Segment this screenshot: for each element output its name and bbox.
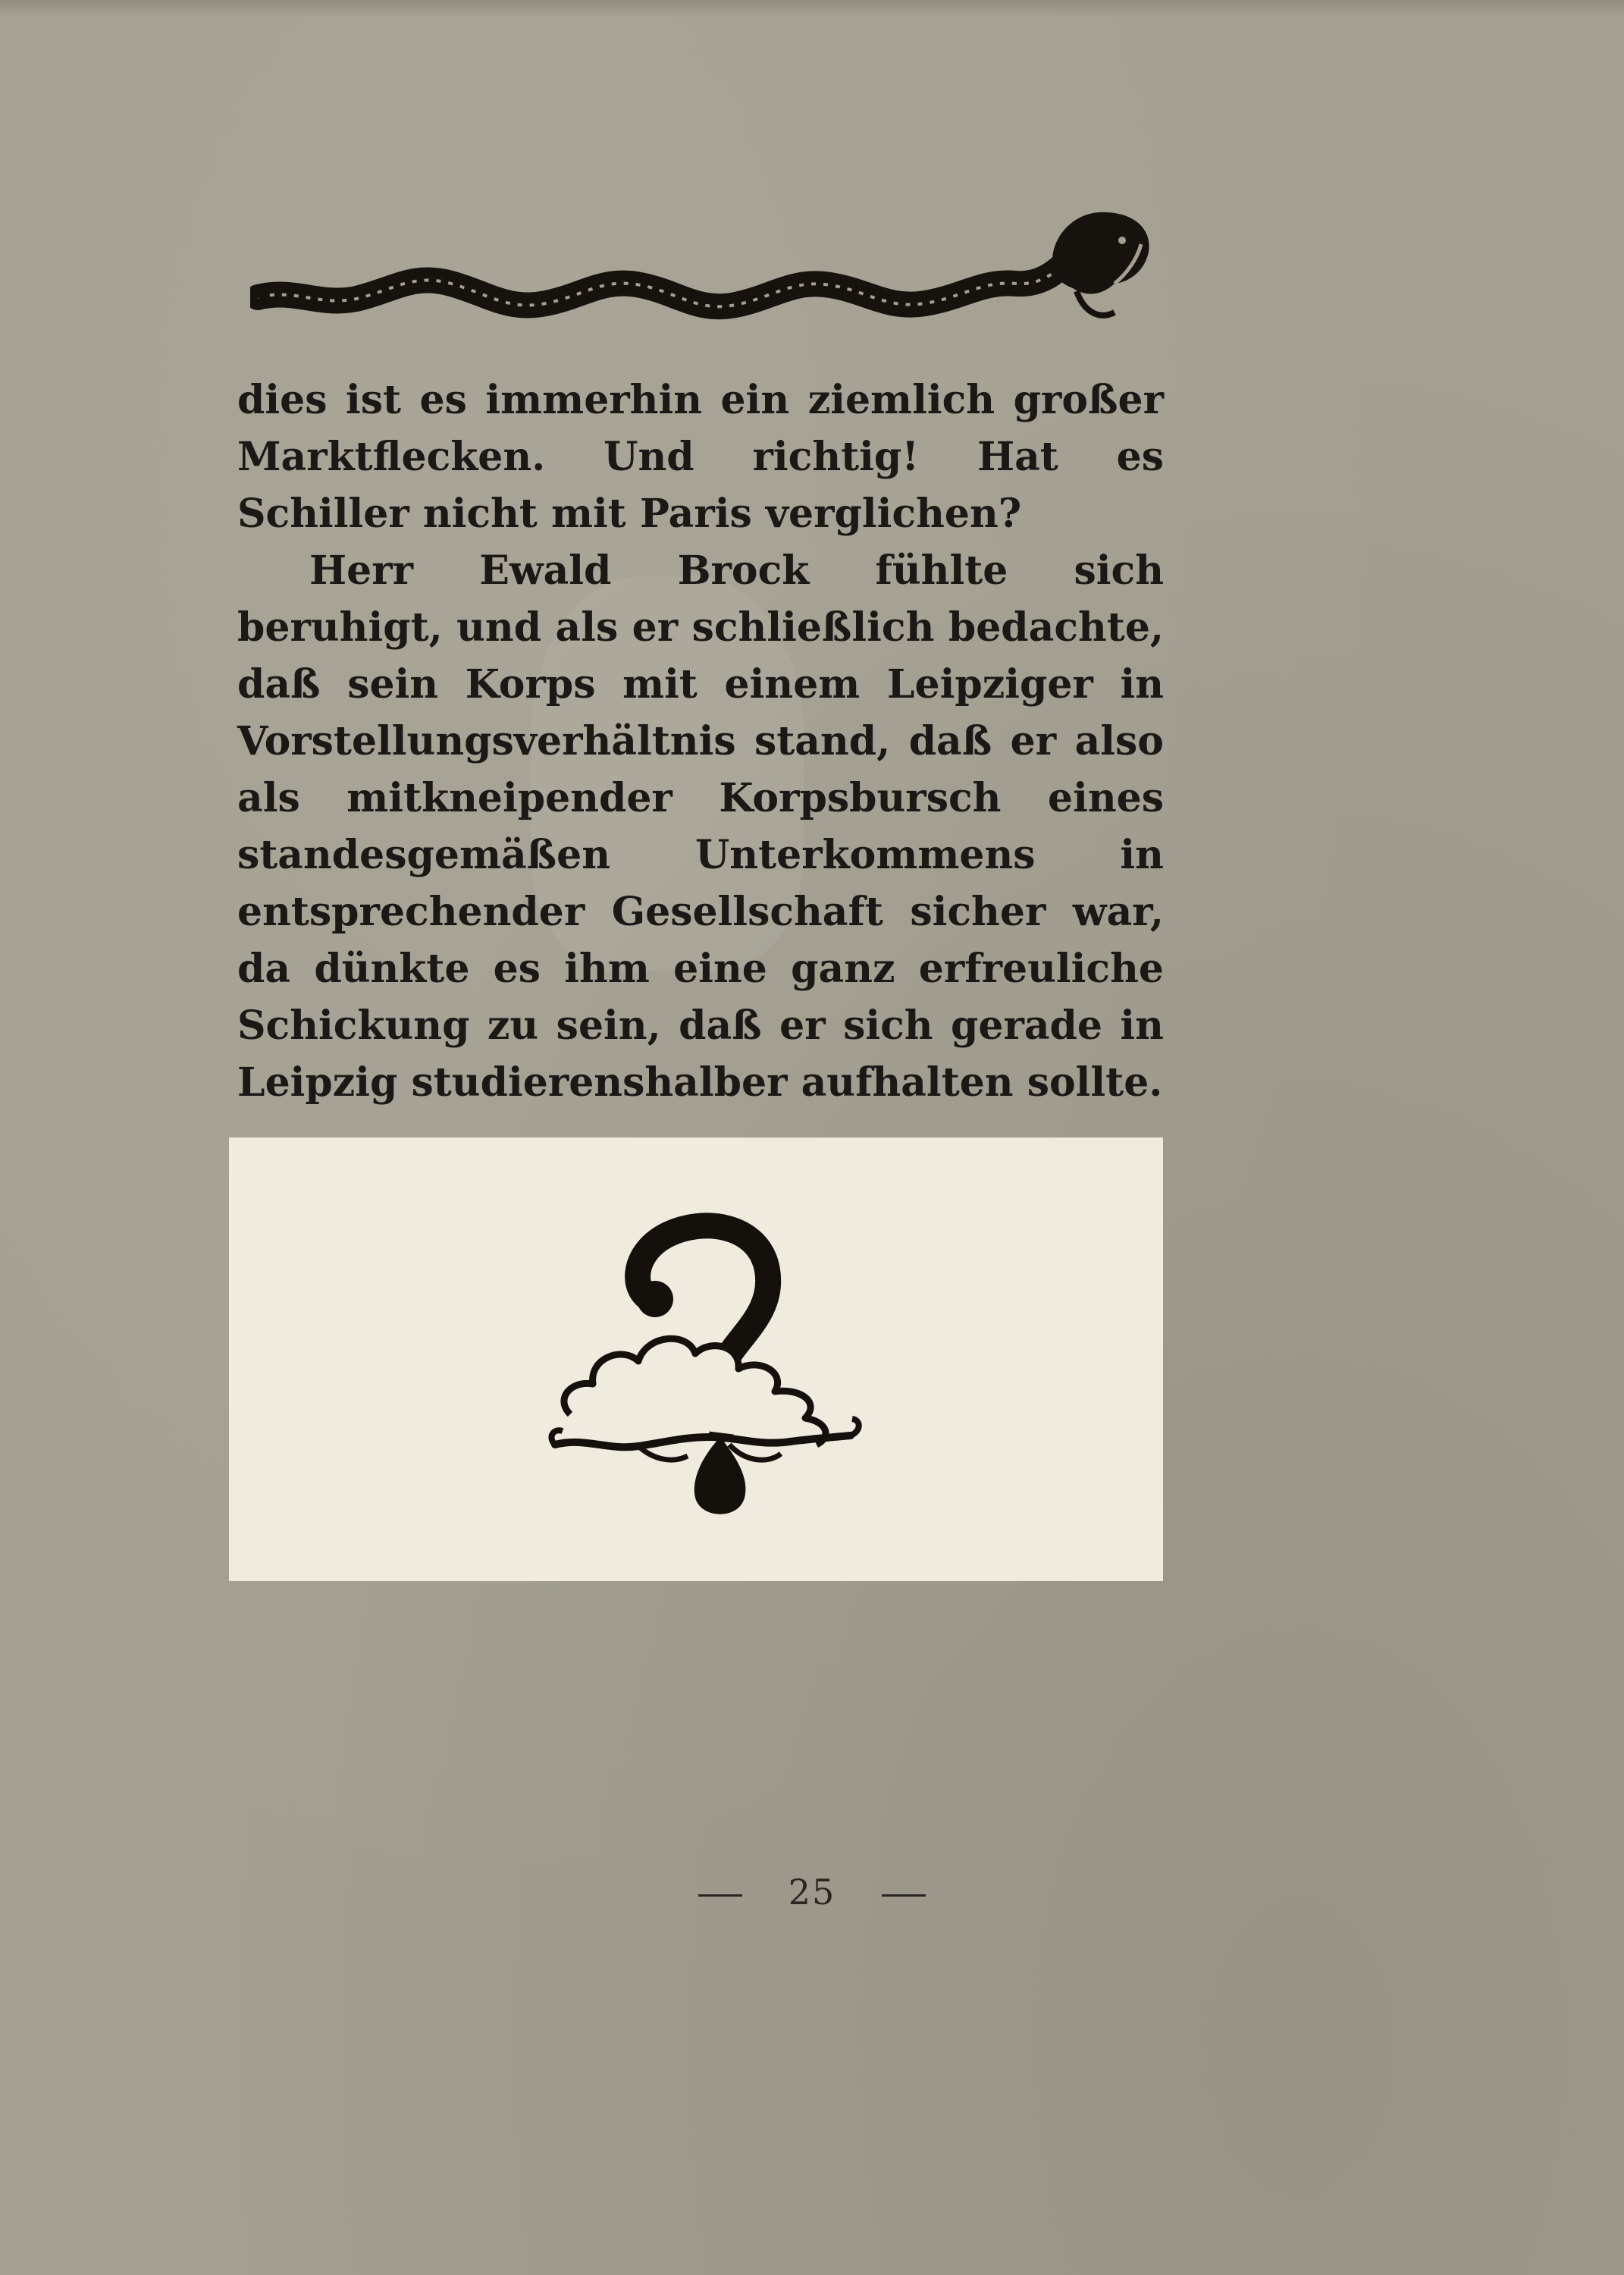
page-number	[0, 1872, 1624, 1913]
page-top-edge	[0, 0, 1624, 17]
page-number-dash-right	[882, 1894, 926, 1897]
tailpiece-panel	[229, 1138, 1163, 1581]
page-number-dash-left	[698, 1894, 742, 1897]
serpent-ornament-icon	[250, 199, 1160, 343]
paragraph-2: Herr Ewald Brock fühlte sich beruhigt, und als er schließlich bedachte, daß sein Korps mit einem Leipziger in Vorstellungsverhältnis stand, daß er also als mitkneipender Korpsbursch eines standesgemäßen Unterkommens in entsprechender Gesellschaft sicher war, da dünkte es ihm eine ganz erfreuliche Schickung zu sein, daß er sich gerade in Leipzig studierenshalber aufhalten sollte.	[237, 548, 1164, 1106]
body-text	[237, 372, 1164, 1111]
question-mark-cloud-icon	[540, 1210, 866, 1528]
page-number-value: 25	[788, 1872, 836, 1913]
paragraph-1: dies ist es immerhin ein ziemlich großer Marktflecken. Und richtig! Hat es Schiller nicht mit Paris verglichen?	[237, 377, 1164, 537]
